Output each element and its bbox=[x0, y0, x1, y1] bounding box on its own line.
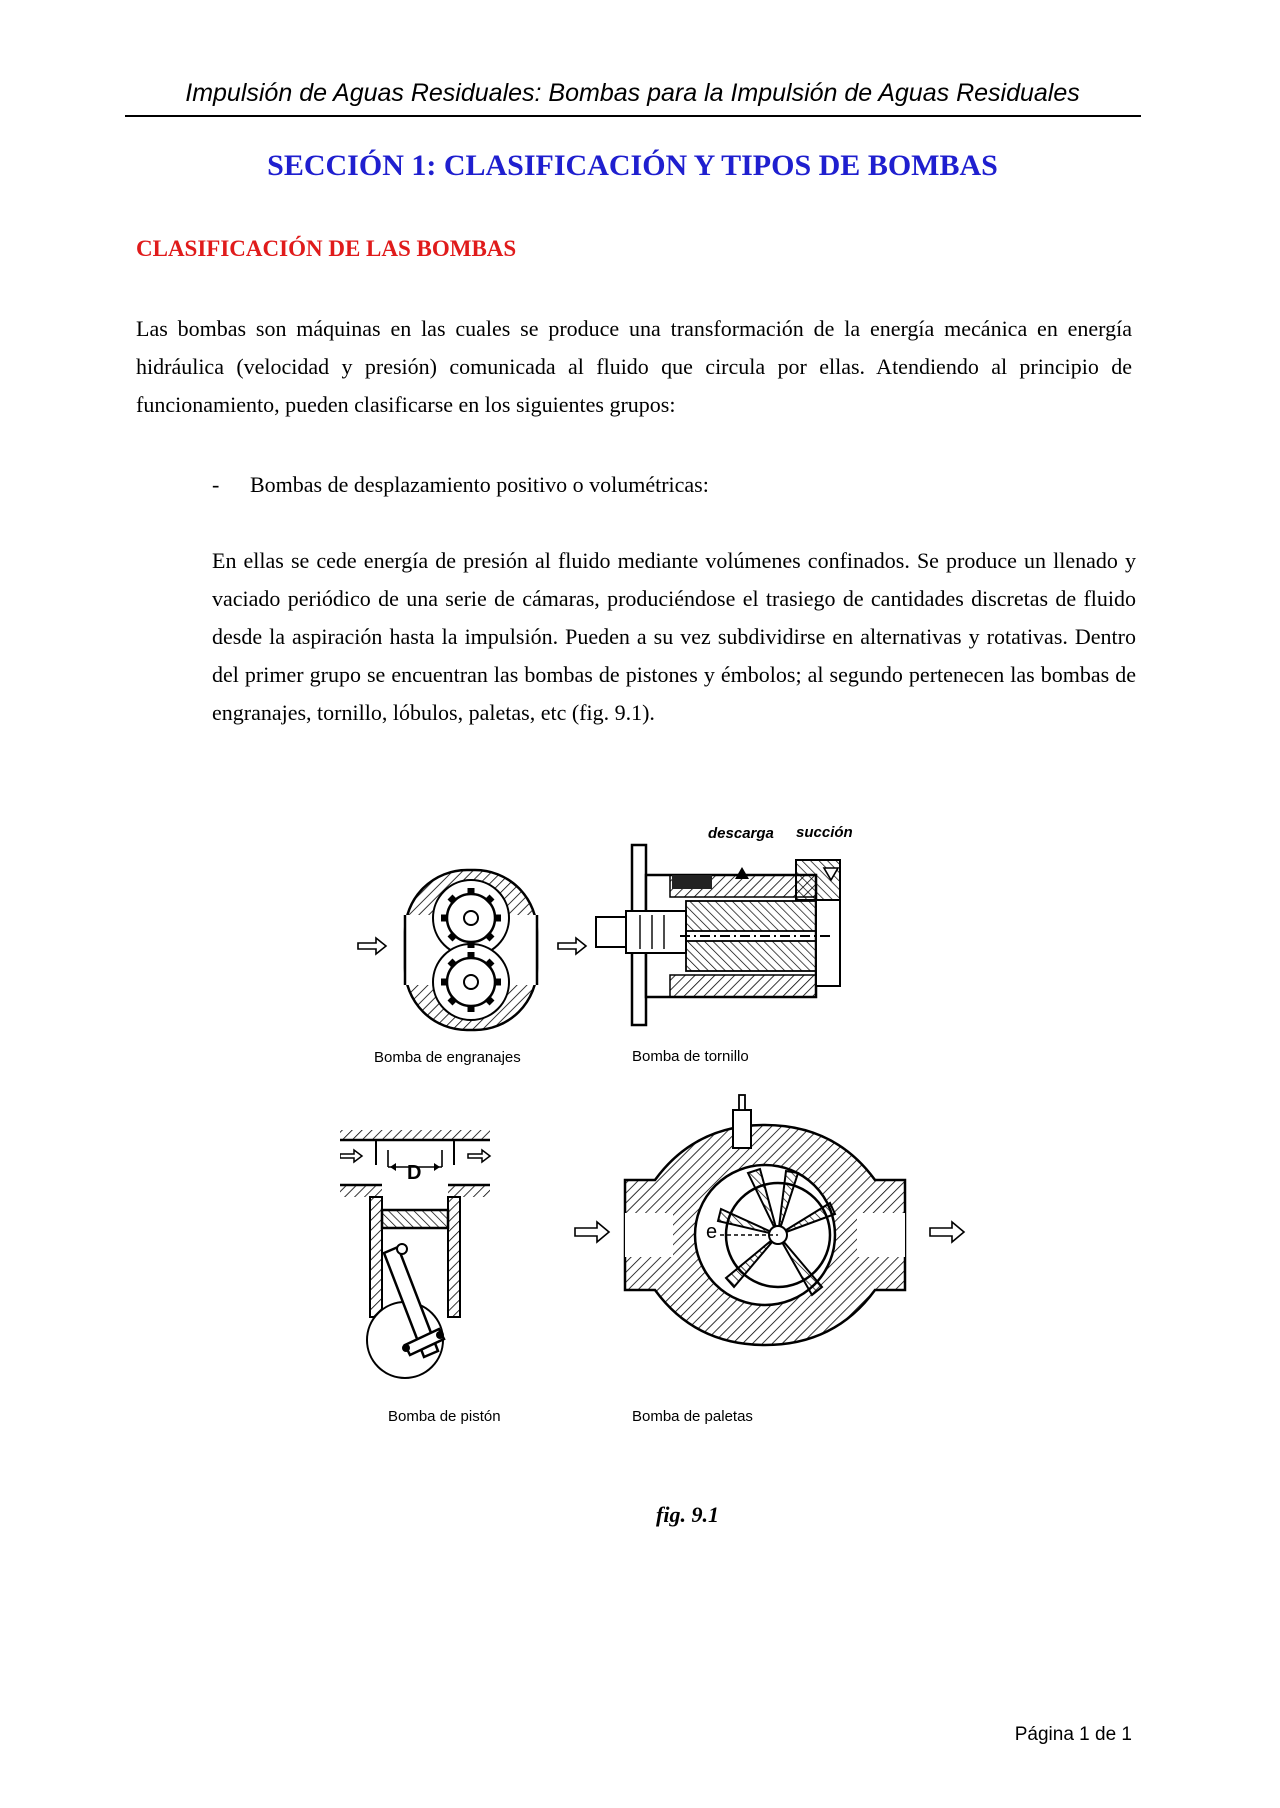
detail-paragraph: En ellas se cede energía de presión al fluido mediante volúmenes confinados. Se produce un llenado y vaciado periódico de una serie de cámaras, produciéndose el trasiego de cantidades discretas de fluido desde la aspiración hasta la impulsión. Pueden a su vez subdividirse en alternativas y rotativas. Dentro del primer grupo se encuentran las bombas de pistones y émbolos; al segundo pertenecen las bombas de engranajes, tornillo, lóbulos, paletas, etc (fig. 9.1). bbox=[212, 548, 1136, 725]
vane-pump-label: Bomba de paletas bbox=[632, 1408, 753, 1425]
page-number: Página 1 de 1 bbox=[1014, 1724, 1132, 1745]
figure-caption: fig. 9.1 bbox=[656, 1502, 719, 1527]
bullet-marker: - bbox=[212, 472, 220, 497]
piston-pump-label: Bomba de pistón bbox=[388, 1408, 501, 1425]
pump-figure bbox=[340, 815, 1000, 1435]
bore-label: D bbox=[407, 1162, 422, 1184]
section-title: SECCIÓN 1: CLASIFICACIÓN Y TIPOS DE BOMBAS bbox=[267, 149, 998, 182]
header-rule bbox=[125, 115, 1141, 117]
screw-pump-drawing bbox=[596, 845, 840, 1025]
intro-paragraph: Las bombas son máquinas en las cuales se produce una transformación de la energía mecánica en energía hidráulica (velocidad y presión) comunicada al fluido que circula por ellas. Atendiendo al principio de funcionamiento, pueden clasificarse en los siguientes grupos: bbox=[136, 316, 1132, 417]
eccentricity-label: e bbox=[706, 1221, 718, 1243]
bullet-text: Bombas de desplazamiento positivo o volumétricas: bbox=[250, 472, 709, 497]
subsection-title: CLASIFICACIÓN DE LAS BOMBAS bbox=[136, 236, 517, 261]
vane-pump-drawing bbox=[575, 1095, 964, 1345]
gear-pump-drawing bbox=[358, 870, 586, 1030]
discharge-label: descarga bbox=[708, 825, 774, 842]
screw-pump-label: Bomba de tornillo bbox=[632, 1048, 749, 1065]
suction-label: succión bbox=[796, 824, 853, 841]
pump-drawings bbox=[340, 815, 1000, 1435]
bullet-item bbox=[212, 466, 709, 504]
gear-pump-label: Bomba de engranajes bbox=[374, 1049, 521, 1066]
running-header: Impulsión de Aguas Residuales: Bombas para la Impulsión de Aguas Residuales bbox=[185, 79, 1080, 107]
